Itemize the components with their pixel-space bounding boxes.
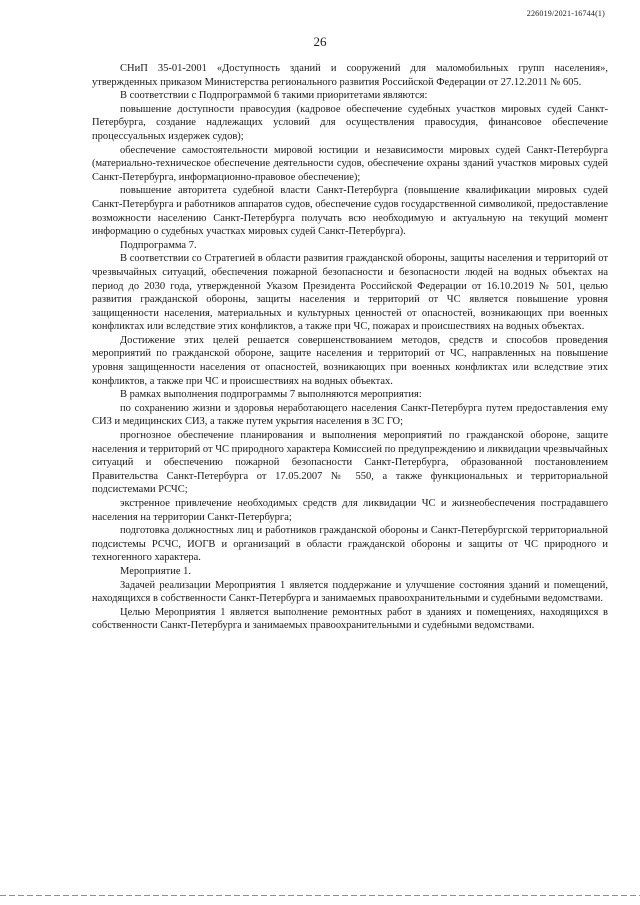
paragraph-priority-independence: обеспечение самостоятельности мировой юстиции и независимости мировых судей Санкт-Петербурга (материально-техническое обеспечение деятельности судов, обеспечение охраны зданий участков мировых судей Санкт-Петербурга, информационно-правовое обеспечение);: [92, 144, 608, 183]
paragraph-snip-reference: СНиП 35-01-2001 «Доступность зданий и сооружений для маломобильных групп населения», утвержденных приказом Министерства регионального развития Российской Федерации от 27.12.2011 № 605.: [92, 63, 608, 88]
paragraph-measure-protection: по сохранению жизни и здоровья неработающего населения Санкт-Петербурга путем предоставления ему СИЗ и медицинских СИЗ, а также путем укрытия населения в ЗС ГО;: [92, 402, 608, 428]
paragraph-civil-defense-strategy: В соответствии со Стратегией в области развития гражданской обороны, защиты населения и территорий от чрезвычайных ситуаций, обеспечения пожарной безопасности и безопасности людей на водных объектах на период до 2030 года, утвержденной Указом Президента Российской Федерации от 16.10.2019 № 501, целью развития гражданской обороны, защиты населения и территорий от ЧС является повышение уровня защищенности населения, материальных и культурных ценностей от опасностей, возникающих при военных конфликтах или вследствие этих конфликтов, а также при ЧС, пожарах и происшествиях на водных объектах.: [92, 253, 608, 333]
paragraph-goal-achievement: Достижение этих целей решается совершенствованием методов, средств и способов проведения мероприятий по гражданской обороне, защите населения и территорий от ЧС, направленных на повышение уровня защищенности населения от опасностей, возникающих при военных конфликтах или вследствие этих конфликтов, а также при ЧС и происшествиях на водных объектах.: [92, 334, 608, 387]
paragraph-priority-justice-access: повышение доступности правосудия (кадровое обеспечение судебных участков мировых судей Санкт-Петербурга, создание надлежащих условий для осуществления правосудия, финансовое обеспечение процессуальных издержек судов);: [92, 103, 608, 142]
page-number: 26: [313, 34, 327, 49]
scan-edge-line: [0, 895, 640, 896]
paragraph-priority-authority: повышение авторитета судебной власти Санкт-Петербурга (повышение квалификации мировых судей Санкт-Петербурга и работников аппаратов судов, обеспечение судов государственной символикой, предоставление возможности населению Санкт-Петербурга получать всю необходимую и актуальную на текущий момент информацию о судебных участках мировых судей Санкт-Петербурга).: [92, 185, 608, 238]
paragraph-measure1-task: Задачей реализации Мероприятия 1 является поддержание и улучшение состояния зданий и помещений, находящихся в собственности Санкт-Петербурга и занимаемых правоохранительными и судебными ведомствами.: [92, 579, 608, 605]
paragraph-measure1-goal: Целью Мероприятия 1 является выполнение ремонтных работ в зданиях и помещениях, находящихся в собственности Санкт-Петербурга и занимаемых правоохранительными и судебными ведомствами.: [92, 606, 608, 632]
document-body: [92, 62, 608, 633]
paragraph-measure-forecasting: прогнозное обеспечение планирования и выполнения мероприятий по гражданской обороне, защите населения и территорий от ЧС природного характера Комиссией по предупреждению и ликвидации чрезвычайных ситуаций и обеспечению пожарной безопасности Санкт-Петербурга, образованной постановлением Правительства Санкт-Петербурга от 17.05.2007 № 550, а также функциональных и территориальной подсистемами РСЧС;: [92, 430, 608, 496]
paragraph-subprogram6-intro: В соответствии с Подпрограммой 6 такими приоритетами являются:: [120, 90, 428, 102]
paragraph-subprogram7-heading: Подпрограмма 7.: [120, 239, 197, 251]
paragraph-measure-training: подготовка должностных лиц и работников гражданской обороны и Санкт-Петербургской территориальной подсистемы РСЧС, ИОГВ и организаций в области гражданской обороны и защиты от ЧС природного и техногенного характера.: [92, 525, 608, 564]
paragraph-measure-emergency: экстренное привлечение необходимых средств для ликвидации ЧС и жизнеобеспечения пострадавшего населения на территории Санкт-Петербурга;: [92, 498, 608, 523]
paragraph-measures-intro: В рамках выполнения подпрограммы 7 выполняются мероприятия:: [120, 389, 422, 401]
document-registration-number: 226019/2021-16744(1): [526, 9, 605, 18]
paragraph-measure1-heading: Мероприятие 1.: [120, 565, 192, 577]
